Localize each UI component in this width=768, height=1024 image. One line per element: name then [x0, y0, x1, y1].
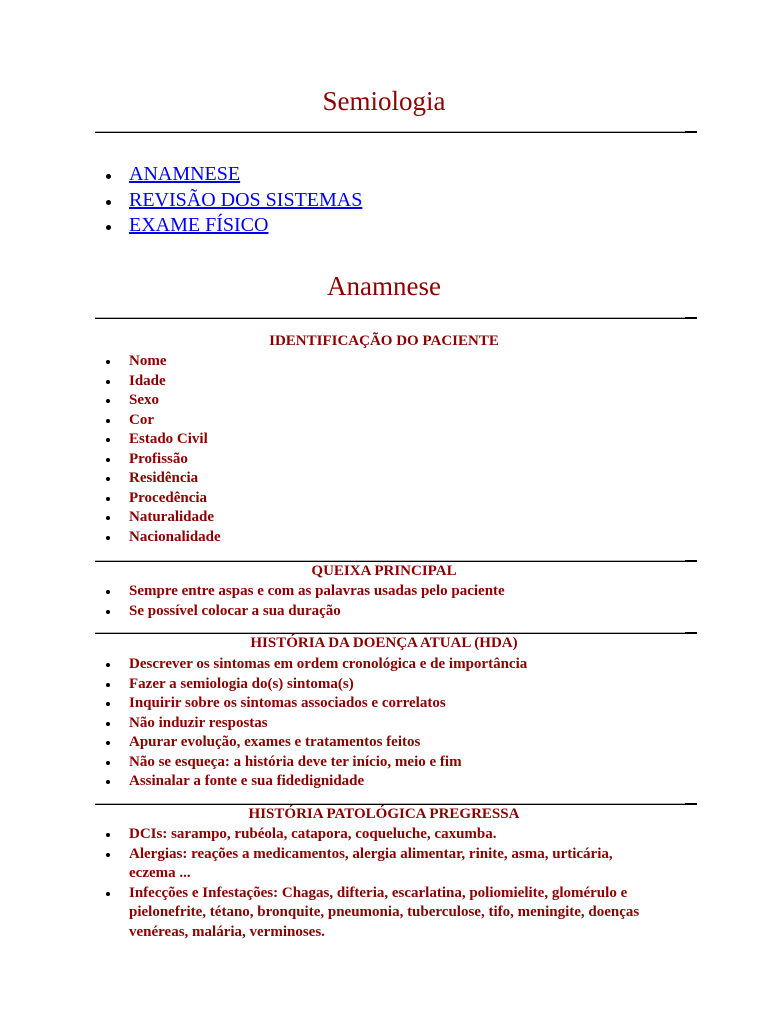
- section-heading-hpp: HISTÓRIA PATOLÓGICA PREGRESSA: [248, 806, 520, 822]
- list-hpp: [0, 825, 649, 942]
- page-title: Semiologia: [322, 86, 446, 116]
- list-item: Nacionalidade: [129, 528, 649, 548]
- horizontal-rule: [95, 317, 697, 319]
- section-heading-queixa: QUEIXA PRINCIPAL: [311, 563, 457, 579]
- toc-item-anamnese: [129, 162, 362, 188]
- list-item: Se possível colocar a sua duração: [129, 602, 649, 622]
- list-item: Fazer a semiologia do(s) sintoma(s): [129, 675, 649, 695]
- horizontal-rule: [95, 632, 697, 634]
- list-item: Alergias: reações a medicamentos, alergia alimentar, rinite, asma, urticária, eczema ...: [129, 845, 649, 884]
- section-heading-identificacao: IDENTIFICAÇÃO DO PACIENTE: [269, 333, 499, 349]
- list-item: Descrever os sintomas em ordem cronológica e de importância: [129, 655, 649, 675]
- section-heading-hda: HISTÓRIA DA DOENÇA ATUAL (HDA): [250, 635, 518, 651]
- list-item: Cor: [129, 411, 649, 431]
- list-identificacao: [0, 352, 649, 547]
- list-item: Assinalar a fonte e sua fidedignidade: [129, 772, 649, 792]
- list-item: Não se esqueça: a história deve ter início, meio e fim: [129, 753, 649, 773]
- list-item: Apurar evolução, exames e tratamentos feitos: [129, 733, 649, 753]
- horizontal-rule: [95, 131, 697, 133]
- list-item: Sempre entre aspas e com as palavras usadas pelo paciente: [129, 582, 649, 602]
- horizontal-rule: [95, 560, 697, 562]
- list-item: DCIs: sarampo, rubéola, catapora, coqueluche, caxumba.: [129, 825, 649, 845]
- section-title: Anamnese: [327, 271, 441, 301]
- list-queixa: [0, 582, 649, 621]
- list-item: Estado Civil: [129, 430, 649, 450]
- list-item: Naturalidade: [129, 508, 649, 528]
- list-item: Sexo: [129, 391, 649, 411]
- list-item: Idade: [129, 372, 649, 392]
- list-item: Nome: [129, 352, 649, 372]
- toc-link-anamnese[interactable]: ANAMNESE: [129, 163, 241, 185]
- list-item: Procedência: [129, 489, 649, 509]
- horizontal-rule: [95, 803, 697, 805]
- toc-link-revisao-dos-sistemas[interactable]: REVISÃO DOS SISTEMAS: [129, 188, 363, 211]
- toc-link-exame-fisico[interactable]: EXAME FÍSICO: [129, 214, 269, 236]
- toc-item-revisao: [129, 188, 362, 214]
- list-item: Não induzir respostas: [129, 714, 649, 734]
- list-item: Residência: [129, 469, 649, 489]
- list-hda: [0, 655, 649, 792]
- table-of-contents: [0, 162, 362, 239]
- list-item: Infecções e Infestações: Chagas, difteria, escarlatina, poliomielite, glomérulo e pielonefrite, tétano, bronquite, pneumonia, tuberculose, tifo, meningite, doenças venéreas, malária, verminoses.: [129, 884, 649, 943]
- list-item: Inquirir sobre os sintomas associados e correlatos: [129, 694, 649, 714]
- toc-item-exame: [129, 213, 362, 239]
- list-item: Profissão: [129, 450, 649, 470]
